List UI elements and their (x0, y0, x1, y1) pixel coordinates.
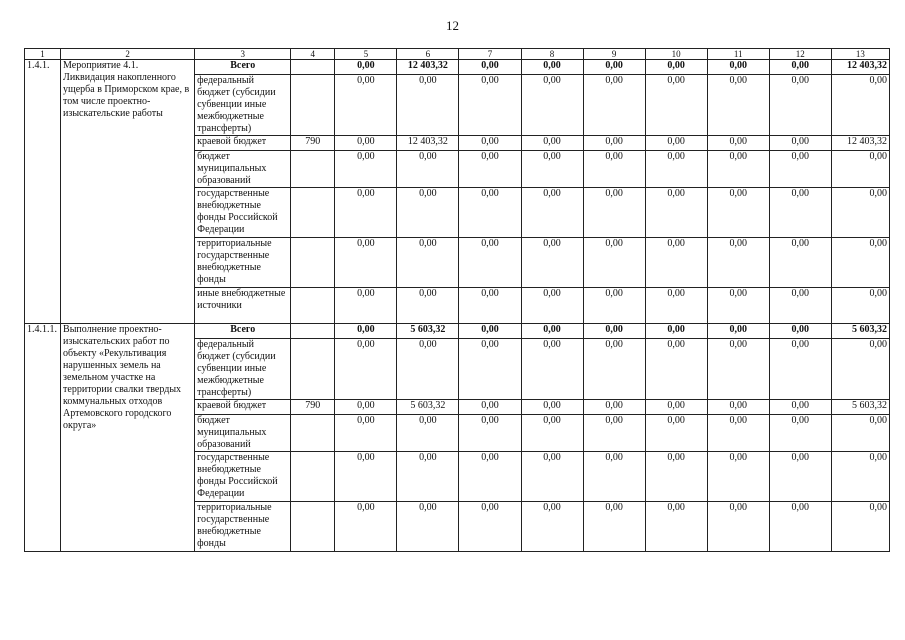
amount-cell: 0,00 (459, 60, 521, 75)
amount-cell: 0,00 (521, 452, 583, 502)
amount-cell: 0,00 (459, 415, 521, 452)
amount-cell: 0,00 (459, 238, 521, 288)
budget-code (291, 238, 335, 288)
budget-code (291, 452, 335, 502)
amount-cell: 0,00 (397, 238, 459, 288)
amount-cell: 0,00 (521, 151, 583, 188)
amount-cell: 0,00 (707, 75, 769, 136)
budget-code (291, 324, 335, 339)
amount-cell: 0,00 (707, 151, 769, 188)
amount-cell: 0,00 (397, 502, 459, 552)
amount-cell: 0,00 (707, 324, 769, 339)
amount-cell: 0,00 (583, 188, 645, 238)
amount-cell: 0,00 (769, 400, 831, 415)
amount-cell: 0,00 (521, 60, 583, 75)
amount-cell: 0,00 (521, 502, 583, 552)
funding-source: государственные внебюджетные фонды Российской Федерации (195, 188, 291, 238)
funding-source: Всего (195, 60, 291, 75)
amount-cell: 0,00 (831, 238, 889, 288)
column-number: 2 (61, 49, 195, 60)
column-number: 1 (25, 49, 61, 60)
amount-cell: 0,00 (397, 415, 459, 452)
amount-cell: 0,00 (645, 136, 707, 151)
page-number: 12 (446, 18, 459, 33)
amount-cell: 0,00 (707, 502, 769, 552)
funding-source: бюджет муниципальных образований (195, 415, 291, 452)
column-number: 12 (769, 49, 831, 60)
funding-source: краевой бюджет (195, 136, 291, 151)
amount-cell: 0,00 (459, 400, 521, 415)
amount-cell: 0,00 (707, 415, 769, 452)
column-number: 11 (707, 49, 769, 60)
amount-cell: 0,00 (459, 324, 521, 339)
amount-cell: 0,00 (521, 400, 583, 415)
amount-cell: 0,00 (459, 188, 521, 238)
funding-source: бюджет муниципальных образований (195, 151, 291, 188)
amount-cell: 0,00 (831, 502, 889, 552)
event-code: 1.4.1.1. (25, 324, 61, 552)
column-number: 8 (521, 49, 583, 60)
amount-cell: 0,00 (707, 238, 769, 288)
amount-cell: 0,00 (769, 415, 831, 452)
event-name: Мероприятие 4.1. Ликвидация накопленного ущерба в Приморском крае, в том числе проектно-изыскательские работы (61, 60, 195, 324)
amount-cell: 0,00 (831, 188, 889, 238)
amount-cell: 0,00 (769, 151, 831, 188)
table-row (25, 60, 890, 75)
amount-cell: 0,00 (645, 400, 707, 415)
amount-cell: 0,00 (335, 238, 397, 288)
amount-cell: 0,00 (335, 188, 397, 238)
amount-cell: 0,00 (521, 136, 583, 151)
amount-cell: 0,00 (769, 502, 831, 552)
amount-cell: 0,00 (645, 238, 707, 288)
amount-cell: 0,00 (645, 60, 707, 75)
amount-cell: 5 603,32 (397, 324, 459, 339)
amount-cell: 0,00 (707, 400, 769, 415)
funding-source: Всего (195, 324, 291, 339)
amount-cell: 0,00 (831, 151, 889, 188)
amount-cell: 12 403,32 (397, 60, 459, 75)
funding-source: государственные внебюджетные фонды Российской Федерации (195, 452, 291, 502)
amount-cell: 0,00 (769, 75, 831, 136)
amount-cell: 0,00 (831, 415, 889, 452)
amount-cell: 0,00 (335, 452, 397, 502)
amount-cell: 0,00 (521, 415, 583, 452)
amount-cell: 5 603,32 (831, 400, 889, 415)
funding-source: федеральный бюджет (субсидии субвенции иные межбюджетные трансферты) (195, 75, 291, 136)
amount-cell: 0,00 (459, 136, 521, 151)
budget-code: 790 (291, 400, 335, 415)
amount-cell: 0,00 (583, 415, 645, 452)
funding-source: федеральный бюджет (субсидии субвенции иные межбюджетные трансферты) (195, 339, 291, 400)
amount-cell: 0,00 (707, 288, 769, 324)
column-number-row (25, 49, 890, 60)
amount-cell: 0,00 (583, 324, 645, 339)
amount-cell: 0,00 (459, 288, 521, 324)
budget-table (24, 48, 890, 552)
amount-cell: 5 603,32 (397, 400, 459, 415)
table-body (25, 49, 890, 552)
amount-cell: 0,00 (707, 339, 769, 400)
amount-cell: 0,00 (583, 60, 645, 75)
budget-code (291, 188, 335, 238)
amount-cell: 0,00 (831, 452, 889, 502)
funding-source: краевой бюджет (195, 400, 291, 415)
budget-code (291, 502, 335, 552)
amount-cell: 0,00 (583, 136, 645, 151)
amount-cell: 0,00 (645, 502, 707, 552)
amount-cell: 0,00 (645, 151, 707, 188)
amount-cell: 0,00 (397, 339, 459, 400)
amount-cell: 0,00 (459, 502, 521, 552)
amount-cell: 0,00 (645, 452, 707, 502)
amount-cell: 0,00 (707, 452, 769, 502)
amount-cell: 0,00 (583, 238, 645, 288)
column-number: 10 (645, 49, 707, 60)
amount-cell: 0,00 (521, 188, 583, 238)
amount-cell: 0,00 (397, 452, 459, 502)
amount-cell: 0,00 (831, 339, 889, 400)
amount-cell: 0,00 (459, 339, 521, 400)
amount-cell: 0,00 (521, 324, 583, 339)
amount-cell: 0,00 (583, 502, 645, 552)
amount-cell: 0,00 (335, 151, 397, 188)
amount-cell: 0,00 (707, 60, 769, 75)
amount-cell: 0,00 (335, 60, 397, 75)
column-number: 9 (583, 49, 645, 60)
amount-cell: 0,00 (397, 151, 459, 188)
amount-cell: 0,00 (459, 452, 521, 502)
amount-cell: 0,00 (335, 75, 397, 136)
budget-code (291, 151, 335, 188)
column-number: 7 (459, 49, 521, 60)
amount-cell: 0,00 (769, 324, 831, 339)
amount-cell: 0,00 (397, 188, 459, 238)
amount-cell: 0,00 (459, 75, 521, 136)
amount-cell: 0,00 (335, 136, 397, 151)
amount-cell: 12 403,32 (831, 60, 889, 75)
amount-cell: 0,00 (583, 75, 645, 136)
funding-source: территориальные государственные внебюджетные фонды (195, 502, 291, 552)
budget-code: 790 (291, 136, 335, 151)
amount-cell: 0,00 (397, 288, 459, 324)
amount-cell: 0,00 (645, 75, 707, 136)
amount-cell: 0,00 (335, 415, 397, 452)
amount-cell: 0,00 (769, 238, 831, 288)
amount-cell: 0,00 (397, 75, 459, 136)
amount-cell: 0,00 (521, 238, 583, 288)
table-row (25, 324, 890, 339)
budget-code (291, 415, 335, 452)
funding-source: территориальные государственные внебюджетные фонды (195, 238, 291, 288)
event-code: 1.4.1. (25, 60, 61, 324)
amount-cell: 0,00 (769, 288, 831, 324)
amount-cell: 0,00 (521, 288, 583, 324)
amount-cell: 0,00 (583, 151, 645, 188)
amount-cell: 0,00 (645, 415, 707, 452)
amount-cell: 0,00 (335, 502, 397, 552)
amount-cell: 0,00 (769, 188, 831, 238)
amount-cell: 0,00 (335, 400, 397, 415)
column-number: 6 (397, 49, 459, 60)
column-number: 3 (195, 49, 291, 60)
column-number: 5 (335, 49, 397, 60)
amount-cell: 12 403,32 (831, 136, 889, 151)
amount-cell: 0,00 (645, 288, 707, 324)
amount-cell: 0,00 (707, 136, 769, 151)
amount-cell: 0,00 (335, 324, 397, 339)
amount-cell: 0,00 (521, 75, 583, 136)
amount-cell: 0,00 (645, 339, 707, 400)
column-number: 13 (831, 49, 889, 60)
amount-cell: 0,00 (769, 452, 831, 502)
amount-cell: 12 403,32 (397, 136, 459, 151)
amount-cell: 0,00 (583, 288, 645, 324)
column-number: 4 (291, 49, 335, 60)
amount-cell: 0,00 (335, 339, 397, 400)
amount-cell: 5 603,32 (831, 324, 889, 339)
amount-cell: 0,00 (459, 151, 521, 188)
amount-cell: 0,00 (831, 75, 889, 136)
amount-cell: 0,00 (769, 136, 831, 151)
event-name: Выполнение проектно-изыскательских работ по объекту «Рекультивация нарушенных земель на земельном участке на территории свалки твердых коммунальных отходов Артемовского городского округа» (61, 324, 195, 552)
amount-cell: 0,00 (831, 288, 889, 324)
funding-source: иные внебюджетные источники (195, 288, 291, 324)
amount-cell: 0,00 (335, 288, 397, 324)
amount-cell: 0,00 (583, 339, 645, 400)
amount-cell: 0,00 (769, 339, 831, 400)
budget-code (291, 75, 335, 136)
amount-cell: 0,00 (707, 188, 769, 238)
amount-cell: 0,00 (645, 188, 707, 238)
budget-code (291, 339, 335, 400)
amount-cell: 0,00 (645, 324, 707, 339)
budget-code (291, 288, 335, 324)
amount-cell: 0,00 (583, 400, 645, 415)
budget-code (291, 60, 335, 75)
amount-cell: 0,00 (521, 339, 583, 400)
amount-cell: 0,00 (583, 452, 645, 502)
amount-cell: 0,00 (769, 60, 831, 75)
